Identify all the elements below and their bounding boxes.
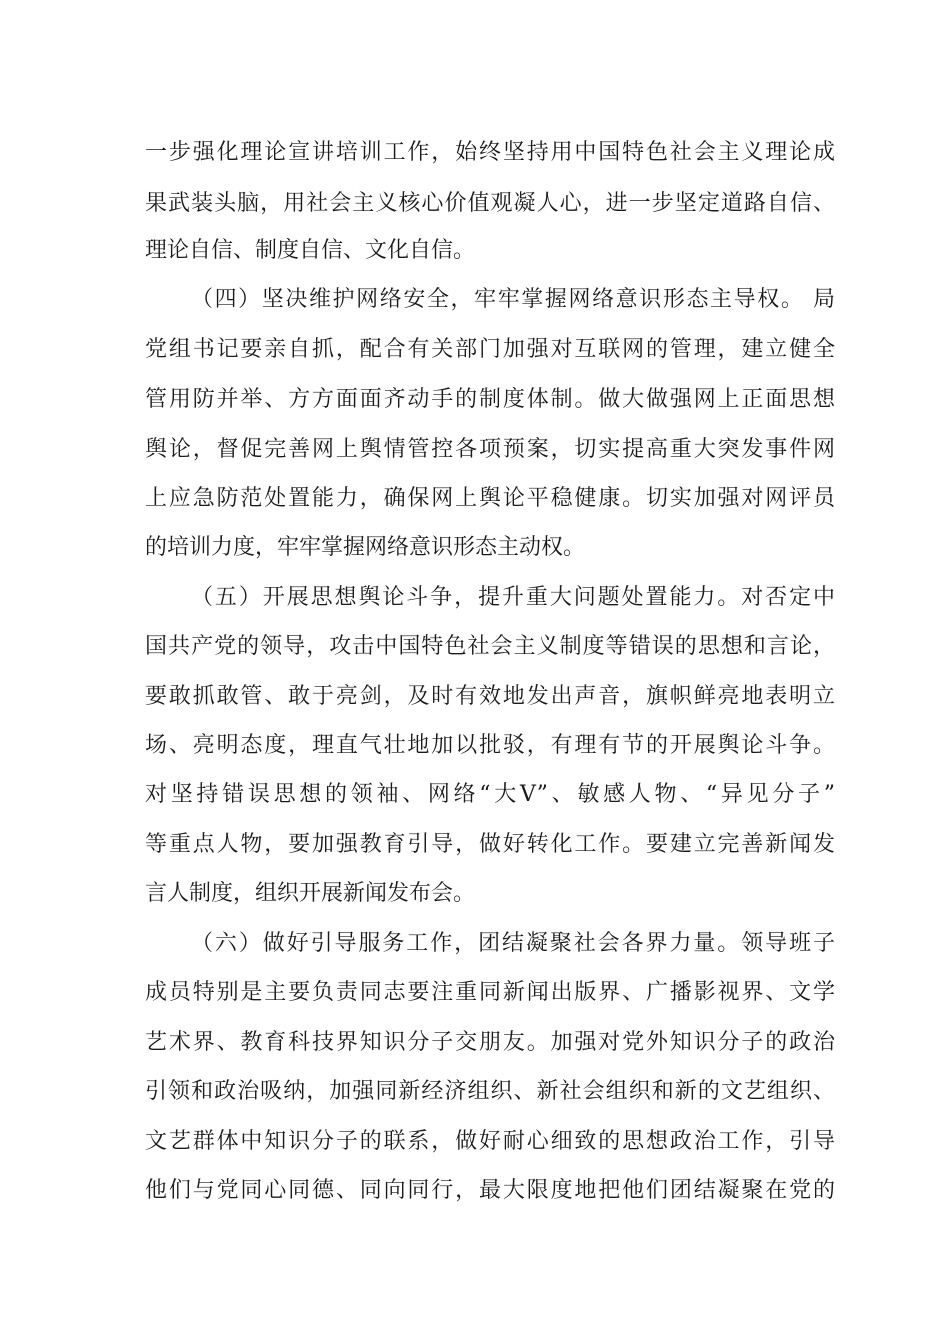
paragraph-line: 党组书记要亲自抓，配合有关部门加强对互联网的管理，建立健全 [145,337,835,362]
paragraph-line: 场、亮明态度，理直气壮地加以批驳，有理有节的开展舆论斗争。 [145,733,835,758]
section-heading-5: （五）开展思想舆论斗争，提升重大问题处置能力。对否定中 [191,585,835,610]
section-heading-4: （四）坚决维护网络安全，牢牢掌握网络意识形态主导权。 局 [191,287,835,312]
paragraph-line: 舆论，督促完善网上舆情管控各项预案，切实提高重大突发事件网 [145,437,835,462]
paragraph-line: 上应急防范处置能力，确保网上舆论平稳健康。切实加强对网评员 [145,486,835,511]
paragraph-line: 的培训力度，牢牢掌握网络意识形态主动权。 [145,535,586,560]
paragraph-line: 文艺群体中知识分子的联系，做好耐心细致的思想政治工作，引导 [145,1129,835,1154]
paragraph-line: 国共产党的领导，攻击中国特色社会主义制度等错误的思想和言论， [145,634,835,659]
paragraph-line: 对坚持错误思想的领袖、网络“大V”、敏感人物、“异见分子” [145,782,835,807]
paragraph-line: 一步强化理论宣讲培训工作，始终坚持用中国特色社会主义理论成 [145,140,835,165]
paragraph-line: 管用防并举、方方面面齐动手的制度体制。做大做强网上正面思想 [145,387,835,412]
paragraph-line: 他们与党同心同德、同向同行，最大限度地把他们团结凝聚在党的 [145,1178,835,1203]
paragraph-line: 果武装头脑，用社会主义核心价值观凝人心，进一步坚定道路自信、 [145,191,835,216]
paragraph-line: 成员特别是主要负责同志要注重同新闻出版界、广播影视界、文学 [145,980,835,1005]
paragraph-line: 要敢抓敢管、敢于亮剑，及时有效地发出声音，旗帜鲜亮地表明立 [145,684,835,709]
paragraph-line: 引领和政治吸纳，加强同新经济组织、新社会组织和新的文艺组织、 [145,1079,835,1104]
paragraph-line: 言人制度，组织开展新闻发布会。 [145,881,476,906]
section-heading-6: （六）做好引导服务工作，团结凝聚社会各界力量。领导班子 [191,931,835,956]
paragraph-line: 理论自信、制度自信、文化自信。 [145,238,476,263]
paragraph-line: 等重点人物，要加强教育引导，做好转化工作。要建立完善新闻发 [145,832,835,857]
paragraph-line: 艺术界、教育科技界知识分子交朋友。加强对党外知识分子的政治 [145,1030,835,1055]
